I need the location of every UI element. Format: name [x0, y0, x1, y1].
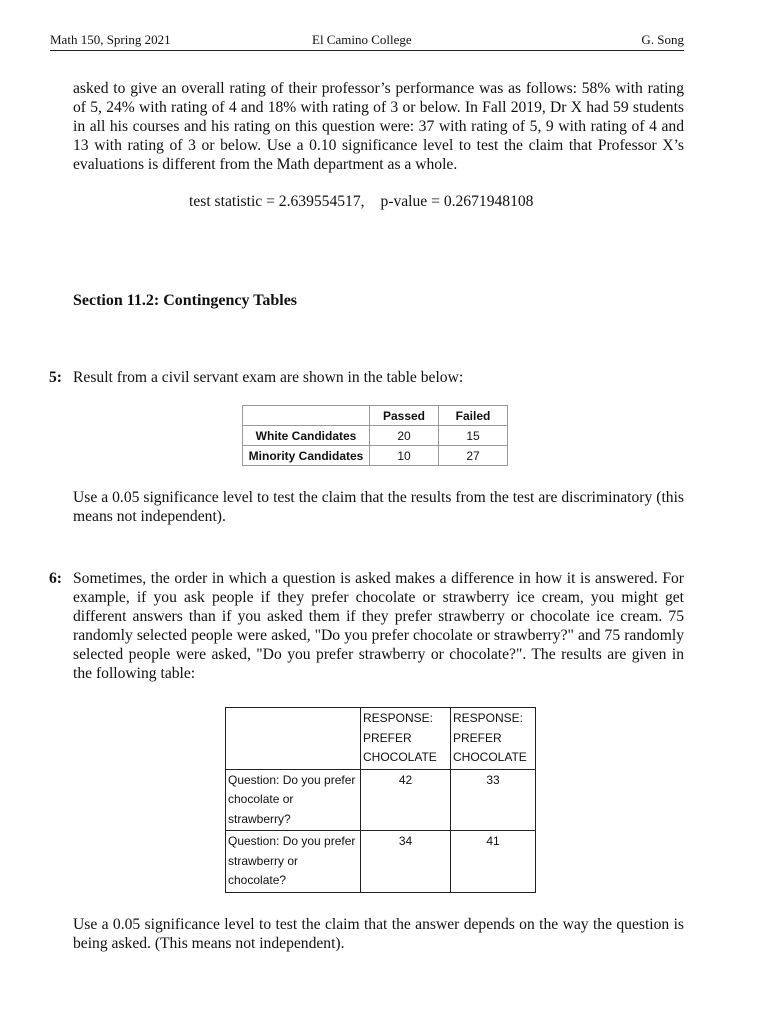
intro-paragraph: asked to give an overall rating of their professor’s performance was as follows: 58% with rating of 5, 24% with rating of 4 and 18% with rating of 3 or below. In Fall 2019, Dr X had 59 students in all his courses and his rating on this question were: 37 with rating of 5, 9 with rating of 4 and 13 with rating of 3 or below. Use a 0.10 significance level to test the claim that Professor X’s evaluations is different from the Math department as a whole.: [73, 80, 684, 173]
row-label: White Candidates: [243, 426, 370, 446]
table-header: RESPONSE: PREFER CHOCOLATE: [361, 708, 451, 770]
problem-text: Sometimes, the order in which a question is asked makes a difference in how it is answered. For example, if you ask people if they prefer chocolate or strawberry ice cream, you might get different answers than if you asked them if they prefer strawberry or chocolate ice cream. 75 randomly selected people were asked, "Do you prefer chocolate or strawberry?" and 75 randomly selected people were asked, "Do you prefer strawberry or chocolate?". The results are given in the following table:: [73, 570, 684, 682]
question-order-table: [225, 707, 536, 893]
table-header: Failed: [439, 406, 508, 426]
section-title: Section 11.2: Contingency Tables: [73, 292, 298, 309]
table-row: [226, 831, 536, 893]
table-cell: 34: [361, 831, 451, 893]
page-header: [50, 30, 684, 51]
problem-number: 6:: [49, 570, 62, 587]
problem-6-followup: Use a 0.05 significance level to test the claim that the answer depends on the way the question is being asked. (This means not independent).: [73, 916, 684, 952]
row-label: Question: Do you prefer strawberry or chocolate?: [226, 831, 361, 893]
answer-line: [189, 193, 533, 211]
table-cell: 15: [439, 426, 508, 446]
header-college: El Camino College: [312, 32, 412, 47]
row-label: Question: Do you prefer chocolate or strawberry?: [226, 769, 361, 831]
problem-6: [49, 569, 684, 683]
table-cell: 20: [370, 426, 439, 446]
table-cell: [243, 406, 370, 426]
table-cell: [226, 708, 361, 770]
table-row: [243, 446, 508, 466]
problem-5-followup: Use a 0.05 significance level to test the claim that the results from the test are discriminatory (this means not independent).: [73, 489, 684, 525]
table-row: [243, 426, 508, 446]
table-cell: 33: [451, 769, 536, 831]
problem-5: [49, 368, 684, 387]
table-header: Passed: [370, 406, 439, 426]
table-cell: 41: [451, 831, 536, 893]
table-cell: 27: [439, 446, 508, 466]
p-value: p-value = 0.2671948108: [380, 193, 534, 210]
table-cell: 42: [361, 769, 451, 831]
test-statistic: test statistic = 2.639554517,: [189, 193, 365, 210]
row-label: Minority Candidates: [243, 446, 370, 466]
table-row: [226, 769, 536, 831]
table-header-row: [226, 708, 536, 770]
problem-number: 5:: [49, 369, 62, 386]
table-header-row: [243, 406, 508, 426]
table-cell: 10: [370, 446, 439, 466]
header-course: Math 150, Spring 2021: [50, 32, 171, 47]
problem-text: Result from a civil servant exam are shown in the table below:: [73, 369, 464, 386]
exam-results-table: [242, 405, 508, 466]
table-header: RESPONSE: PREFER CHOCOLATE: [451, 708, 536, 770]
header-author: G. Song: [641, 32, 684, 47]
